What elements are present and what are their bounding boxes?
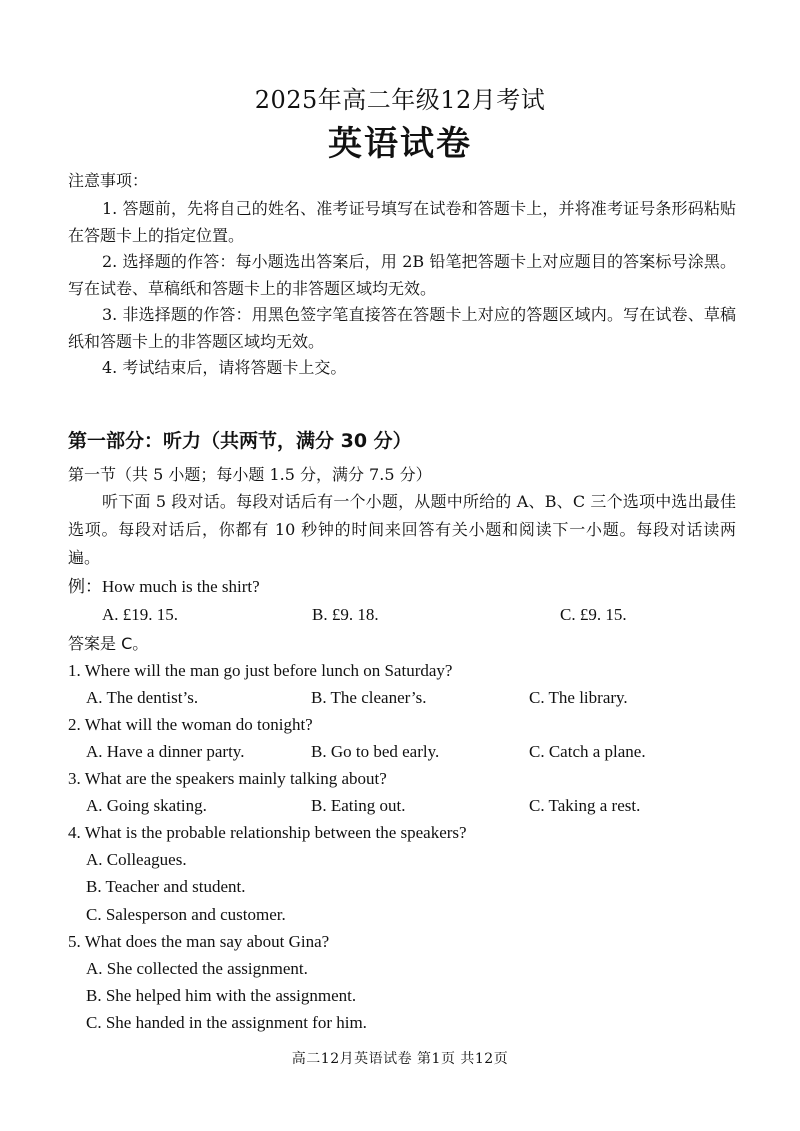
option-a: A. She collected the assignment. xyxy=(86,958,308,978)
section1-instructions: 听下面 5 段对话。每段对话后有一个小题，从题中所给的 A、B、C 三个选项中选出最佳选项。每段对话后，你都有 10 秒钟的时间来回答有关小题和阅读下一小题。每段对话读两遍。 xyxy=(68,492,736,567)
section1 xyxy=(68,462,736,1037)
example-option-c: C. £9. 15. xyxy=(560,605,627,624)
exam-title: 2025年高二年级12月考试 xyxy=(254,86,546,114)
notice-item: 4. 考试结束后，请将答题卡上交。 xyxy=(102,358,347,377)
option-b: B. Eating out. xyxy=(311,796,406,815)
question-3 xyxy=(68,765,736,819)
notice-item: 1. 答题前，先将自己的姓名、准考证号填写在试卷和答题卡上，并将准考证号条形码粘贴在答题卡上的指定位置。 xyxy=(68,199,736,245)
option-a: A. Have a dinner party. xyxy=(86,742,245,761)
page-footer: 高二12月英语试卷 第1页 共12页 xyxy=(291,1051,509,1067)
example-options xyxy=(68,600,736,630)
question-text: 2. What will the woman do tonight? xyxy=(68,715,313,734)
question-2 xyxy=(68,711,736,765)
question-text: 5. What does the man say about Gina? xyxy=(68,931,330,951)
question-text: 1. Where will the man go just before lunch on Saturday? xyxy=(68,661,453,680)
option-c: C. Salesperson and customer. xyxy=(86,904,286,924)
notice-heading: 注意事项： xyxy=(68,171,149,190)
option-a: A. Going skating. xyxy=(86,796,207,815)
example-option-b: B. £9. 18. xyxy=(312,605,379,624)
option-b: B. The cleaner’s. xyxy=(311,688,427,707)
question-1 xyxy=(68,657,736,711)
option-a: A. Colleagues. xyxy=(86,850,187,869)
example-answer: 答案是 C。 xyxy=(68,634,149,653)
notice-item: 2. 选择题的作答：每小题选出答案后，用 2B 铅笔把答题卡上对应题目的答案标号涂黑。写在试卷、草稿纸和答题卡上的非答题区域均无效。 xyxy=(68,252,736,298)
option-c: C. Taking a rest. xyxy=(529,796,641,815)
question-5 xyxy=(68,928,736,1037)
option-c: C. She handed in the assignment for him. xyxy=(86,1013,367,1033)
notice-section xyxy=(68,168,736,382)
section1-title: 第一节（共 5 小题；每小题 1.5 分，满分 7.5 分） xyxy=(68,465,432,484)
notice-item: 3. 非选择题的作答：用黑色签字笔直接答在答题卡上对应的答题区域内。写在试卷、草稿纸和答题卡上的非答题区域均无效。 xyxy=(68,305,736,351)
option-b: B. Teacher and student. xyxy=(86,877,246,897)
option-c: C. The library. xyxy=(529,688,628,707)
option-b: B. Go to bed early. xyxy=(311,742,440,761)
example-question: 例：How much is the shirt? xyxy=(68,577,260,596)
option-c: C. Catch a plane. xyxy=(529,742,646,761)
option-b: B. She helped him with the assignment. xyxy=(86,986,357,1006)
option-a: A. The dentist’s. xyxy=(86,688,199,707)
question-text: 3. What are the speakers mainly talking about? xyxy=(68,769,387,788)
question-text: 4. What is the probable relationship between the speakers? xyxy=(68,823,467,842)
part1-title: 第一部分：听力（共两节，满分 30 分） xyxy=(68,430,412,452)
subject-title: 英语试卷 xyxy=(328,124,472,164)
question-4 xyxy=(68,819,736,928)
example-option-a: A. £19. 15. xyxy=(102,605,179,624)
